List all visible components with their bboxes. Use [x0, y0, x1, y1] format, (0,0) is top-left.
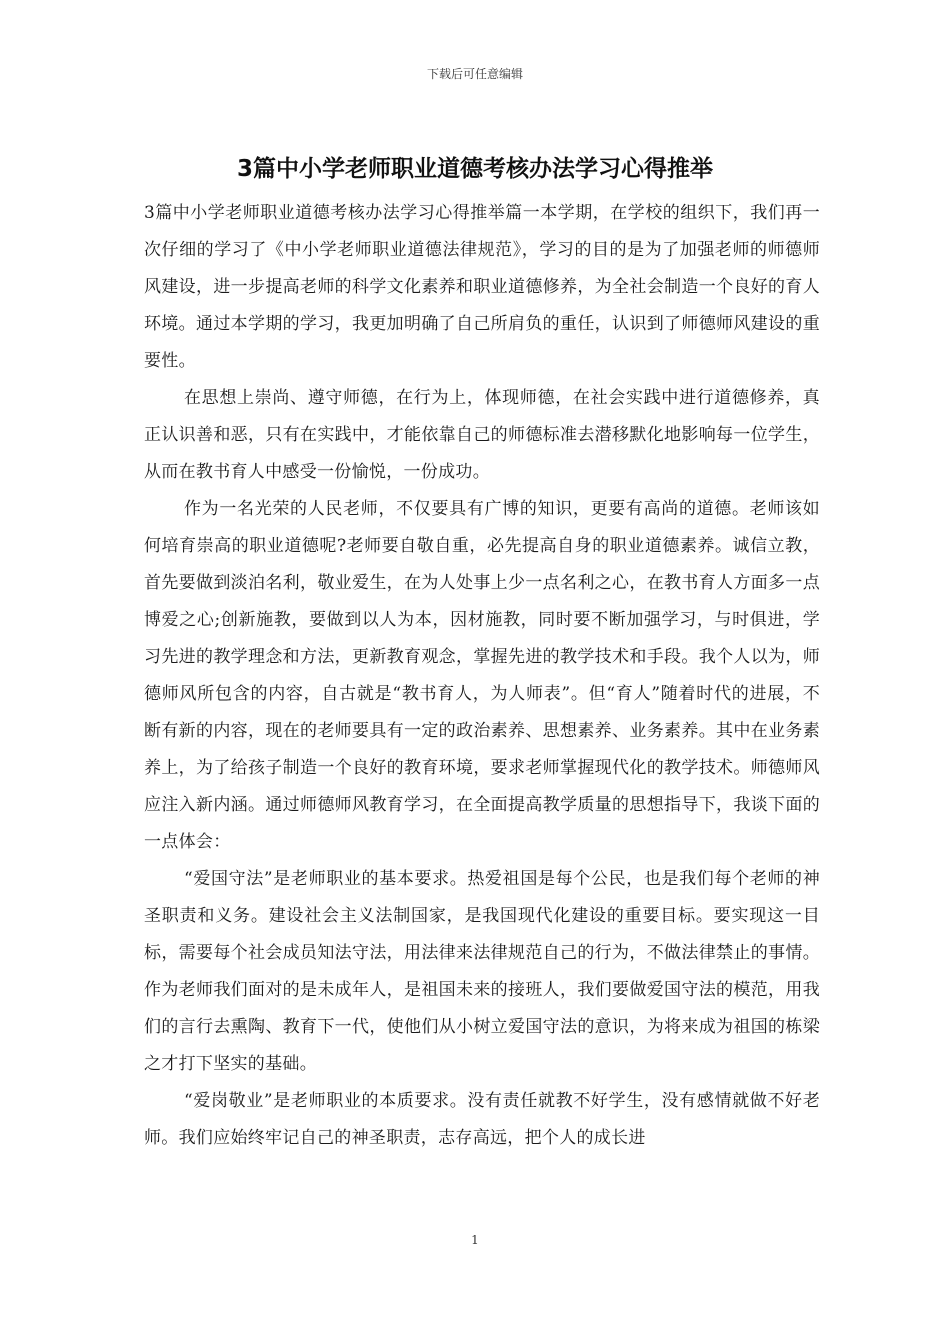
paragraph-1: 3篇中小学老师职业道德考核办法学习心得推举篇一本学期，在学校的组织下，我们再一次仔细的学习了《中小学老师职业道德法律规范》，学习的目的是为了加强老师的师德师风建设，进一步提高老师的科学文化素养和职业道德修养，为全社会制造一个良好的育人环境。通过本学期的学习，我更加明确了自己所肩负的重任，认识到了师德师风建设的重要性。: [144, 203, 820, 371]
document-body: [144, 195, 820, 1157]
page-header-note: 下载后可任意编辑: [426, 67, 523, 81]
document-title: 3篇中小学老师职业道德考核办法学习心得推举: [236, 156, 713, 182]
page-number: 1: [471, 1233, 479, 1247]
paragraph-4: “爱国守法”是老师职业的基本要求。热爱祖国是每个公民，也是我们每个老师的神圣职责和义务。建设社会主义法制国家，是我国现代化建设的重要目标。要实现这一目标，需要每个社会成员知法守法，用法律来法律规范自己的行为，不做法律禁止的事情。作为老师我们面对的是未成年人，是祖国未来的接班人，我们要做爱国守法的模范，用我们的言行去熏陶、教育下一代，使他们从小树立爱国守法的意识，为将来成为祖国的栋梁之才打下坚实的基础。: [144, 869, 820, 1074]
paragraph-5: “爱岗敬业”是老师职业的本质要求。没有责任就教不好学生，没有感情就做不好老师。我们应始终牢记自己的神圣职责，志存高远，把个人的成长进: [144, 1091, 820, 1148]
paragraph-2: 在思想上崇尚、遵守师德，在行为上，体现师德，在社会实践中进行道德修养，真正认识善和恶，只有在实践中，才能依靠自己的师德标准去潜移默化地影响每一位学生，从而在教书育人中感受一份愉悦，一份成功。: [144, 388, 820, 482]
paragraph-3: 作为一名光荣的人民老师，不仅要具有广博的知识，更要有高尚的道德。老师该如何培育崇高的职业道德呢?老师要自敬自重，必先提高自身的职业道德素养。诚信立教，首先要做到淡泊名利，敬业爱生，在为人处事上少一点名利之心，在教书育人方面多一点博爱之心;创新施教，要做到以人为本，因材施教，同时要不断加强学习，与时俱进，学习先进的教学理念和方法，更新教育观念，掌握先进的教学技术和手段。我个人以为，师德师风所包含的内容，自古就是“教书育人，为人师表”。但“育人”随着时代的进展，不断有新的内容，现在的老师要具有一定的政治素养、思想素养、业务素养。其中在业务素养上，为了给孩子制造一个良好的教育环境，要求老师掌握现代化的教学技术。师德师风应注入新内涵。通过师德师风教育学习，在全面提高教学质量的思想指导下，我谈下面的一点体会：: [144, 499, 820, 852]
